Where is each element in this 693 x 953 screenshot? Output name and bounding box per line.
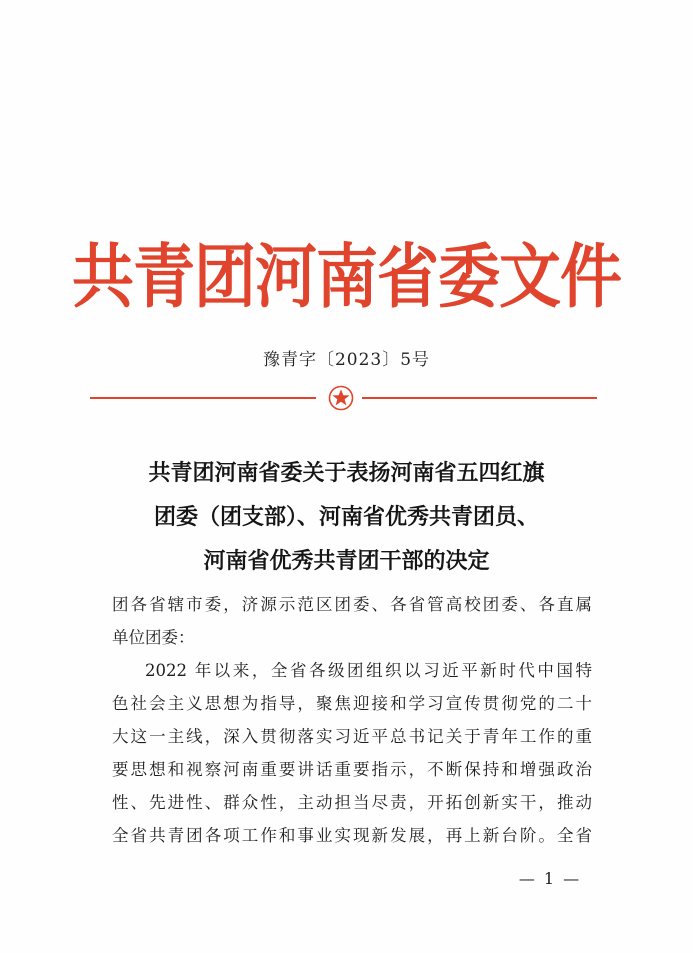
star-shape: [332, 389, 349, 405]
body-line: 单位团委：: [112, 628, 195, 647]
body-line: 2022 年以来，全省各级团组织以习近平新时代中国特: [145, 661, 592, 680]
document-body: [112, 588, 592, 852]
masthead-title: 共青团河南省委文件: [71, 235, 621, 318]
title-line: 团委（团支部）、河南省优秀共青团员、: [153, 505, 539, 530]
page-number: — 1 —: [518, 869, 582, 888]
body-line: 色社会主义思想为指导，聚焦迎接和学习宣传贯彻党的二十: [112, 694, 592, 713]
body-line: 全省共青团各项工作和事业实现新发展，再上新台阶。全省: [112, 826, 592, 845]
body-line: 要思想和视察河南重要讲话重要指示，不断保持和增强政治: [112, 760, 592, 779]
body-line: 性、先进性、群众性，主动担当尽责，开拓创新实干，推动: [112, 793, 592, 812]
body-line: 团各省辖市委，济源示范区团委、各省管高校团委、各直属: [112, 595, 592, 614]
title-line: 河南省优秀共青团干部的决定: [203, 549, 490, 574]
divider-rule-left: [90, 397, 316, 399]
body-line: 大这一主线，深入贯彻落实习近平总书记关于青年工作的重: [112, 727, 592, 746]
document-number: 豫青字〔2023〕5号: [262, 350, 431, 370]
divider-rule-right: [362, 397, 597, 399]
red-divider: [90, 385, 597, 411]
title-line: 共青团河南省委关于表扬河南省五四红旗: [148, 461, 545, 486]
star-icon: [328, 385, 354, 411]
document-title: [60, 452, 633, 584]
